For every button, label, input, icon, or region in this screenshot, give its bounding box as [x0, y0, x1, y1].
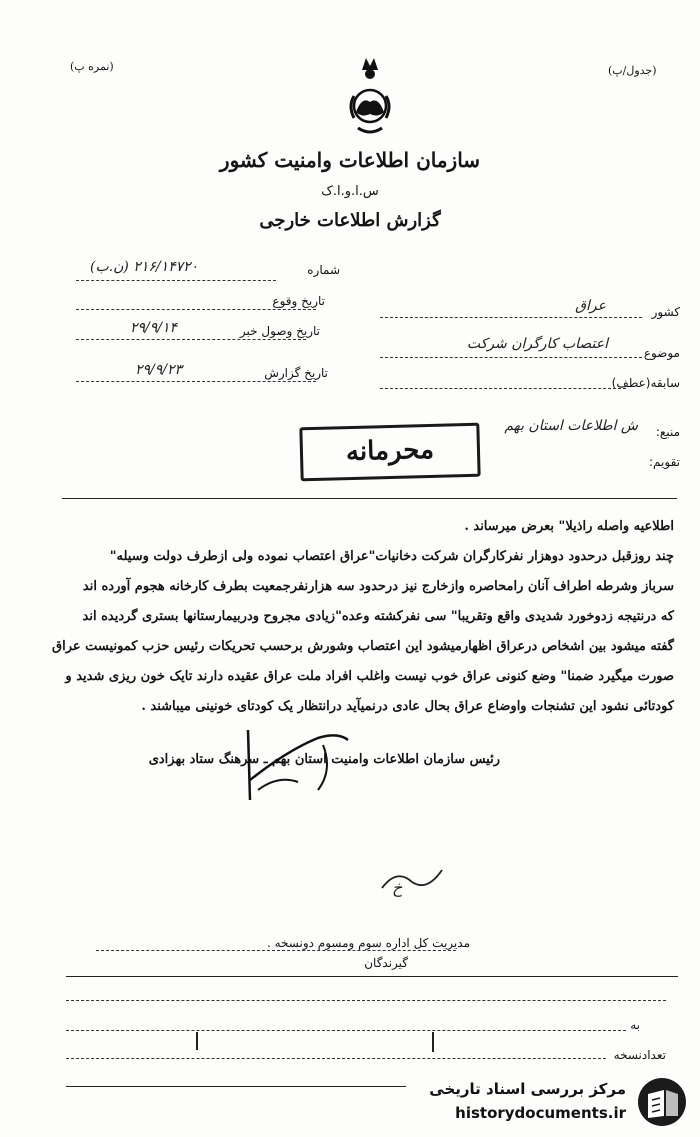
source-value: ش اطلاعات استان بهم: [504, 418, 638, 434]
header-divider: [62, 498, 677, 499]
copies-tick-mark: [196, 1032, 198, 1050]
background-line: [380, 388, 626, 389]
received-date-line: [76, 339, 306, 340]
copies-tick-mark: [432, 1032, 434, 1052]
number-line: [76, 280, 276, 281]
report-date-label: تاریخ گزارش: [264, 366, 328, 380]
number-label: شماره: [307, 263, 340, 277]
form-number-corner: (نمره پ): [70, 60, 114, 73]
evaluation-label: تقویم:: [649, 455, 680, 469]
body-paragraph: کودتائی نشود این تشنجات واوضاع عراق بحال عادی درنمیآید درانتظار یک کودتای خونینی میباشند .: [141, 699, 674, 714]
occurrence-date-label: تاریخ وقوع: [272, 294, 325, 308]
background-label: سابقه(عطف): [611, 376, 680, 390]
handwritten-note: خ: [392, 878, 403, 897]
handwritten-initial-mark: [372, 858, 452, 898]
archive-logo-icon: [634, 1076, 690, 1128]
body-paragraph: اطلاعیه واصله راذیلا" بعرض میرساند .: [464, 519, 674, 534]
occurrence-date-line: [76, 309, 316, 310]
received-date-value: ۲۹/۹/۱۴: [130, 320, 178, 336]
to-line: [66, 1030, 626, 1031]
distribution-line: مدیریت کل اداره سوم ومسوم دونسخه .: [266, 936, 470, 950]
signature-block: رئیس سازمان اطلاعات وامنیت استان بهم ـ سرهنگ ستاد بهزادی: [148, 752, 500, 767]
received-date-label: تاریخ وصول خبر: [239, 324, 320, 338]
confidential-stamp-text: محرمانه: [345, 434, 435, 468]
source-label: منبع:: [655, 425, 680, 439]
archive-site: historydocuments.ir: [455, 1104, 626, 1122]
body-paragraph: چند روزقبل درحدود دوهزار نفرکارگران شرکت دخانیات"عراق اعتصاب نموده ولی ازطرف دولت وسیله": [109, 549, 674, 564]
body-paragraph: سرباز وشرطه اطراف آنان رامحاصره وازخارج نیز درحدود سه هزارنفرجمعیت بطرف کارخانه هجوم آورده اند: [82, 579, 674, 594]
body-paragraph: که درنتیجه زدوخورد شدیدی واقع وتقریبا" سی نفرکشته وعده"زیادی مجروح ودربیمارستانها بستری گردیده اند: [82, 609, 674, 624]
lion-sun-crown-emblem: [340, 52, 400, 142]
footer-bottom-rule: [66, 1086, 406, 1087]
body-paragraph: صورت میگیرد ضمنا" وضع کنونی عراق خوب نیست واغلب افراد ملت عراق عقیده دارند تایک خون ریزی شدید و: [65, 669, 674, 684]
distribution-dotted-line: [96, 950, 456, 951]
archive-watermark: [404, 1074, 692, 1132]
archive-name: مرکز بررسی اسناد تاریخی: [429, 1080, 626, 1098]
body-paragraph: گفته میشود بین اشخاص درعراق اظهارمیشود این اعتصاب وشورش برحسب تحریکات رئیس حزب کمونیست عراق: [52, 639, 674, 654]
organization-name: سازمان اطلاعات وامنیت کشور: [219, 148, 481, 172]
confidential-stamp: [299, 423, 480, 482]
country-value: عراق: [575, 298, 606, 314]
organization-code: س.ا.و.ا.ک: [321, 184, 379, 199]
report-date-value: ۲۹/۹/۲۳: [135, 362, 183, 378]
country-label: کشور: [651, 305, 680, 319]
number-value: ۲۱۶/۱۴۷۲۰ (ن.ب): [90, 259, 199, 275]
to-label: به: [630, 1018, 640, 1032]
report-date-line: [76, 381, 316, 382]
table-mark-corner: (جدول/پ): [608, 64, 657, 77]
handwritten-signature: [228, 720, 368, 810]
copies-line: [66, 1058, 606, 1059]
subject-label: موضوع: [643, 346, 680, 360]
report-body: [22, 512, 674, 722]
recipients-label: گیرندگان: [364, 956, 408, 970]
recipients-line-1: [66, 1000, 666, 1001]
country-line: [380, 317, 642, 318]
copies-label: تعدادنسخه: [613, 1048, 666, 1062]
subject-line: [380, 357, 642, 358]
subject-value: اعتصاب کارگران شرکت: [466, 336, 608, 352]
report-title: گزارش اطلاعات خارجی: [259, 210, 441, 231]
recipients-top-rule: [66, 976, 678, 977]
